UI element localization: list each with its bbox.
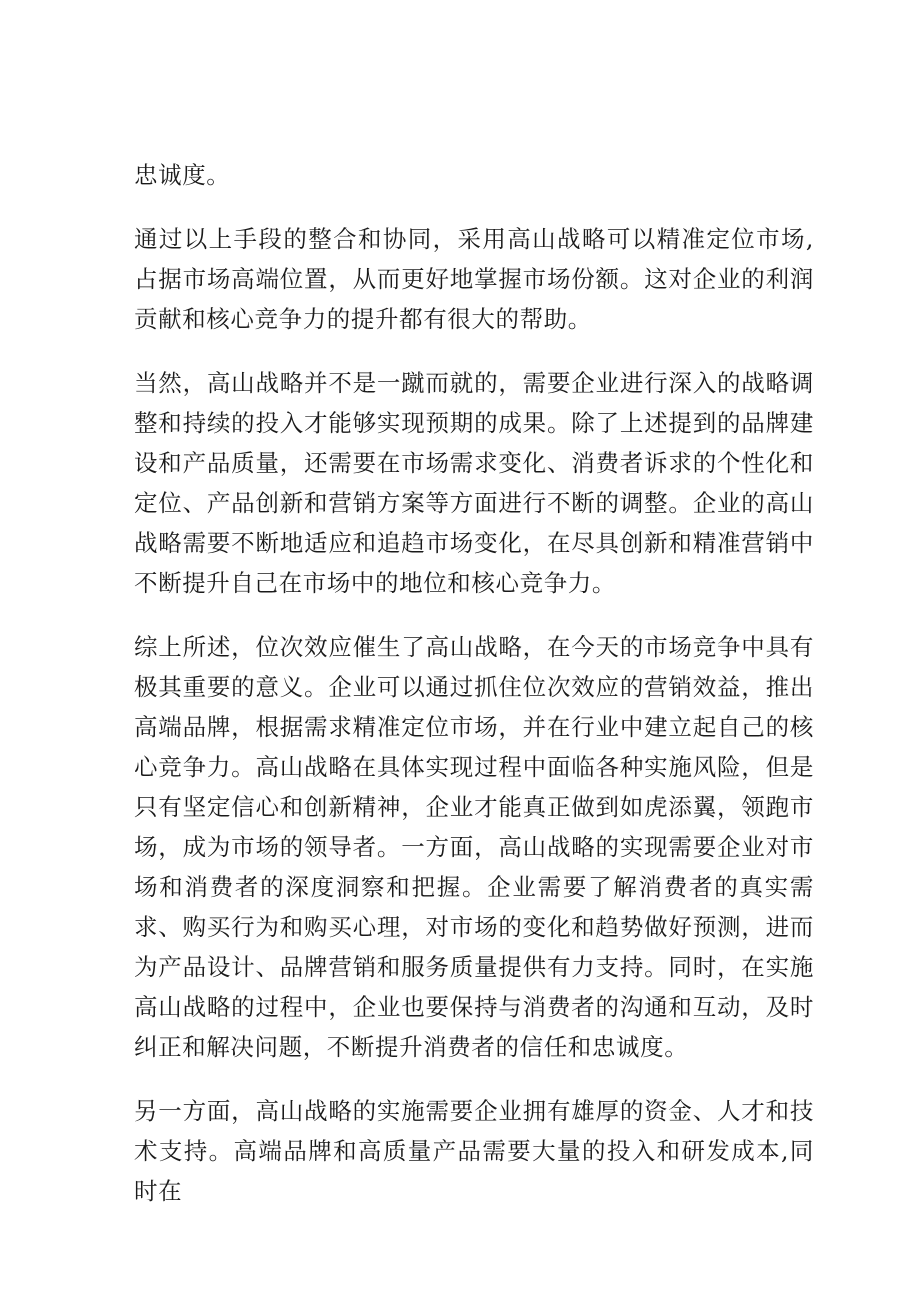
paragraph-3: 当然，高山战略并不是一蹴而就的，需要企业进行深入的战略调整和持续的投入才能够实现预期的成果。除了上述提到的品牌建设和产品质量，还需要在市场需求变化、消费者诉求的个性化和定位、产品创新和营销方案等方面进行不断的调整。企业的高山战略需要不断地适应和追趋市场变化，在尽具创新和精准营销中不断提升自己在市场中的地位和核心竞争力。 — [134, 369, 814, 597]
paragraph-1: 忠诚度。 — [134, 161, 231, 189]
paragraph-2: 通过以上手段的整合和协同，采用高山战略可以精准定位市场,占据市场高端位置，从而更好地掌握市场份额。这对企业的利润贡献和核心竞争力的提升都有很大的帮助。 — [134, 225, 814, 333]
document-body — [134, 155, 814, 1235]
paragraph-5: 另一方面，高山战略的实施需要企业拥有雄厚的资金、人才和技术支持。高端品牌和高质量产品需要大量的投入和研发成本,同时在 — [134, 1097, 814, 1205]
paragraph-4: 综上所述，位次效应催生了高山战略，在今天的市场竞争中具有极其重要的意义。企业可以通过抓住位次效应的营销效益，推出高端品牌，根据需求精准定位市场，并在行业中建立起自己的核心竞争力。高山战略在具体实现过程中面临各种实施风险，但是只有坚定信心和创新精神，企业才能真正做到如虎添翼，领跑市场，成为市场的领导者。一方面，高山战略的实现需要企业对市场和消费者的深度洞察和把握。企业需要了解消费者的真实需求、购买行为和购买心理，对市场的变化和趋势做好预测，进而为产品设计、品牌营销和服务质量提供有力支持。同时，在实施高山战略的过程中，企业也要保持与消费者的沟通和互动，及时纠正和解决问题，不断提升消费者的信任和忠诚度。 — [134, 633, 814, 1061]
